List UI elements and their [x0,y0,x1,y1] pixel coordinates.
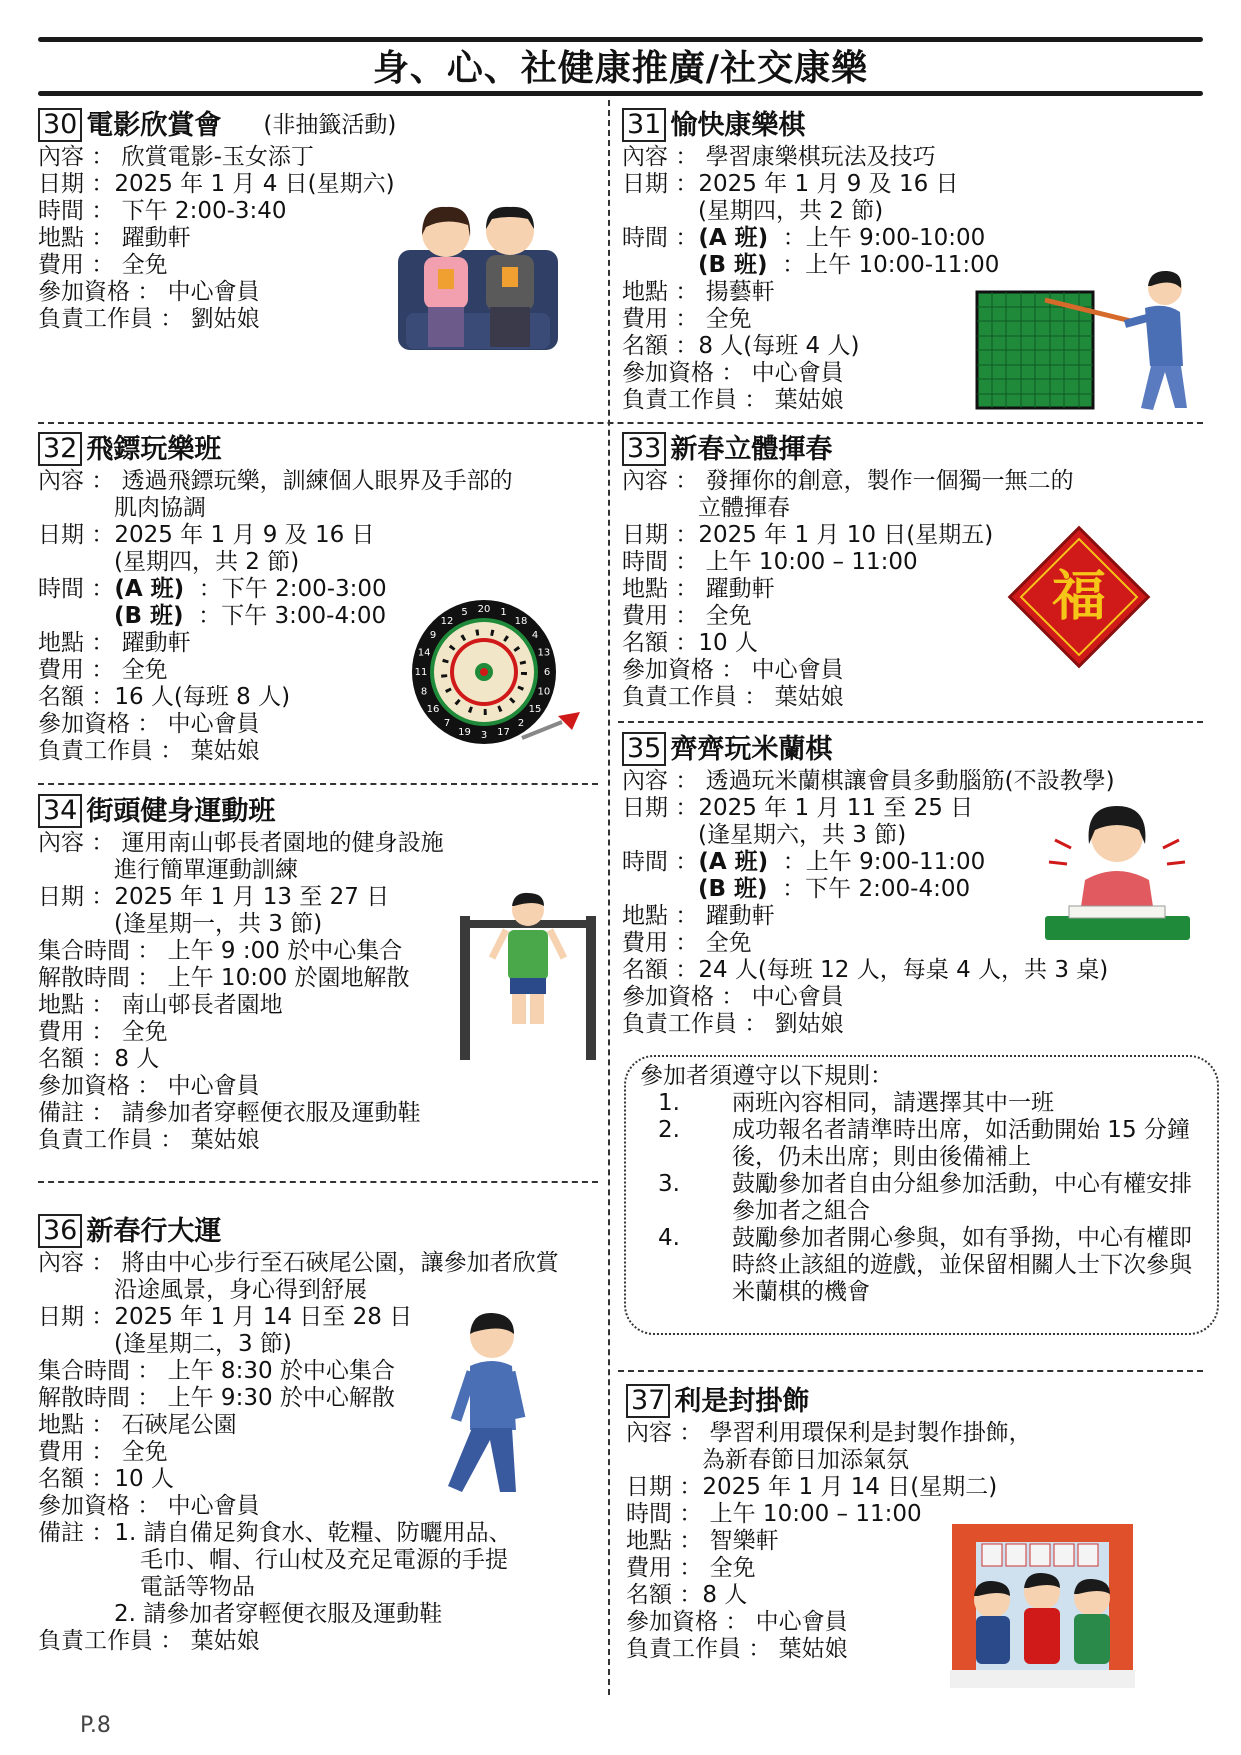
value: 上午 10:00 – 11:00 [709,1501,922,1527]
activity-name: 利是封掛飾 [674,1385,810,1417]
label: 日期 ： [622,522,699,548]
rule-item: 1. 兩班內容相同，請選擇其中一班 [658,1090,1054,1116]
dart-number: 15 [528,704,542,715]
page-title: 身、心、社健康推廣/社交康樂 [372,48,869,89]
class-b: (B 班) [698,876,768,902]
label: 日期 ： [622,795,699,821]
dart-number: 8 [420,686,428,698]
activity-note: (非抽籤活動) [263,111,397,138]
label: 費用 ： [622,306,706,332]
label: 解散時間 ： [38,1385,168,1411]
value: 中心會員 [167,279,260,305]
class-a: (A 班) [698,849,769,875]
value: 10 人 [698,630,758,656]
value: 全免 [121,1019,168,1045]
label: 時間 ： [622,849,699,875]
class-b: (B 班) [698,252,768,278]
value: ：下午 3:00-4:00 [183,603,387,629]
label: 內容 ： [626,1420,710,1446]
class-a: (A 班) [698,225,769,251]
value: 葉姑娘 [774,684,844,710]
value: 上午 10:00 於園地解散 [167,965,410,991]
label: 負責工作員 ： [38,738,191,764]
label: 費用 ： [38,657,122,683]
dart-number: 14 [417,647,431,659]
activity-number: 33 [622,432,666,466]
value: 中心會員 [167,711,260,737]
label: 日期 ： [38,1304,115,1330]
label: 地點 ： [38,992,122,1018]
activity-number: 37 [626,1384,670,1418]
value: 2025 年 1 月 9 及 16 日 [698,171,959,197]
value-continued: (逢星期六，共 3 節) [698,822,907,848]
value-continued: 電話等物品 [140,1574,255,1600]
dart-number: 17 [497,726,510,738]
label: 名額 ： [622,630,699,656]
dart-number: 11 [414,667,428,678]
label: 名額 ： [38,1466,115,1492]
label: 內容 ： [622,468,706,494]
rule-item: 3. 鼓勵參加者自由分組參加活動，中心有權安排參加者之組合 [658,1171,1192,1224]
value: 透過飛鏢玩樂，訓練個人眼界及手部的 [121,468,513,494]
label: 地點 ： [622,903,706,929]
value: 全免 [709,1555,756,1581]
row-divider-left-2 [38,783,598,785]
label: 時間 ： [38,198,122,224]
value: 8 人(每班 4 人) [698,333,860,359]
value: 上午 9:30 於中心解散 [167,1385,395,1411]
label: 名額 ： [38,1046,115,1072]
activity-name: 新春立體揮春 [670,433,833,465]
value: 下午 2:00-3:40 [121,198,287,224]
value: 2025 年 1 月 4 日(星期六) [114,171,395,197]
value: 揚藝軒 [705,279,775,305]
value: 葉姑娘 [190,1628,260,1654]
value-continued: 毛巾、帽、行山杖及充足電源的手提 [140,1547,508,1573]
value: 2025 年 1 月 14 日(星期二) [702,1474,998,1500]
value: 學習利用環保利是封製作掛飾， [709,1420,1032,1446]
label: 日期 ： [622,171,699,197]
value: ：上午 10:00-11:00 [767,252,1000,278]
value: 全免 [121,252,168,278]
value-continued: 進行簡單運動訓練 [114,857,298,883]
value-continued: (逢星期一，共 3 節) [114,911,323,937]
activity-number: 36 [38,1214,82,1248]
label: 參加資格 ： [622,984,752,1010]
label: 費用 ： [626,1555,710,1581]
label: 時間 ： [626,1501,710,1527]
activity-number: 34 [38,794,82,828]
label: 地點 ： [38,225,122,251]
label: 內容 ： [622,144,706,170]
label: 日期 ： [38,522,115,548]
label: 解散時間 ： [38,965,168,991]
value-continued: 為新春節日加添氣氛 [702,1447,909,1473]
label: 日期 ： [38,884,115,910]
value-continued: (逢星期二，3 節) [114,1331,292,1357]
value-continued: (星期四，共 2 節) [698,198,884,224]
value-continued: 立體揮春 [698,495,790,521]
label: 日期 ： [626,1474,703,1500]
rules-box [624,1055,1219,1335]
label: 負責工作員 ： [622,387,775,413]
label: 內容 ： [38,830,122,856]
walking-man-illustration [440,1310,540,1500]
label: 負責工作員 ： [622,1011,775,1037]
fu-diamond-poster-illustration [1000,518,1158,676]
value: 躍動軒 [705,576,775,602]
value: 中心會員 [751,984,844,1010]
row-divider-1 [38,422,1203,424]
label: 參加資格 ： [38,279,168,305]
label: 備註 ： [38,1520,115,1546]
dart-number: 16 [426,704,440,715]
activity-number: 35 [622,732,666,766]
value: 全免 [705,603,752,629]
column-divider [608,100,610,1695]
value: 運用南山邨長者園地的健身設施 [121,830,444,856]
activity-name: 愉快康樂棋 [670,109,806,141]
label: 地點 ： [622,279,706,305]
activity-number: 31 [622,108,666,142]
value: 葉姑娘 [778,1636,848,1662]
value: 全免 [705,930,752,956]
value: 8 人 [114,1046,160,1072]
dart-number: 18 [514,616,528,627]
label: 參加資格 ： [38,1073,168,1099]
label: 地點 ： [38,1412,122,1438]
label: 時間 ： [622,225,699,251]
label: 集合時間 ： [38,938,168,964]
activity-name: 飛鏢玩樂班 [86,433,222,465]
value: 中心會員 [751,360,844,386]
value: 石硤尾公園 [121,1412,237,1438]
label: 費用 ： [38,1019,122,1045]
label: 地點 ： [622,576,706,602]
value: 2025 年 1 月 14 日至 28 日 [114,1304,413,1330]
value: 劉姑娘 [774,1011,844,1037]
label: 地點 ： [626,1528,710,1554]
value: 躍動軒 [121,630,191,656]
label: 參加資格 ： [622,657,752,683]
value: 請參加者穿輕便衣服及運動鞋 [121,1100,421,1126]
dartboard-illustration [412,596,582,756]
value: ：上午 9:00-10:00 [768,225,986,251]
label: 費用 ： [622,603,706,629]
row-divider-right-3 [618,1370,1203,1372]
value: 24 人(每班 12 人，每桌 4 人，共 3 桌) [698,957,1109,983]
value-continued: 沿途風景，身心得到舒展 [114,1277,367,1303]
value: ：下午 2:00-3:00 [184,576,387,602]
top-rule-bottom [38,91,1203,96]
label: 日期 ： [38,171,115,197]
label: 備註 ： [38,1100,122,1126]
value: 葉姑娘 [190,1127,260,1153]
value: 上午 9 :00 於中心集合 [167,938,403,964]
value: 1. 請自備足夠食水、乾糧、防曬用品、 [114,1520,512,1546]
dart-number: 9 [429,630,437,641]
value: 8 人 [702,1582,748,1608]
activity-name: 齊齊玩米蘭棋 [670,733,833,765]
value: 2. 請參加者穿輕便衣服及運動鞋 [114,1601,443,1627]
label: 費用 ： [38,1439,122,1465]
rule-item: 4. 鼓勵參加者開心參與，如有爭拗，中心有權即時終止該組的遊戲，並保留相關人士下次參與米蘭棋的機會 [658,1225,1192,1305]
value: 上午 8:30 於中心集合 [167,1358,395,1384]
label: 名額 ： [622,333,699,359]
dart-number: 3 [480,730,488,741]
activity-number: 32 [38,432,82,466]
value: 躍動軒 [705,903,775,929]
dart-number: 6 [543,667,551,678]
value: 南山邨長者園地 [121,992,283,1018]
dart-number: 13 [537,647,551,659]
activity-name: 街頭健身運動班 [86,795,276,827]
value: 中心會員 [755,1609,848,1635]
carrom-board-illustration [975,268,1200,418]
label: 費用 ： [38,252,122,278]
dart-number: 19 [458,726,471,738]
label: 內容 ： [38,1250,122,1276]
rules-heading: 參加者須遵守以下規則： [640,1063,893,1089]
label: 參加資格 ： [38,711,168,737]
label: 地點 ： [38,630,122,656]
value: 將由中心步行至石硤尾公園，讓參加者欣賞 [121,1250,559,1276]
label: 時間 ： [38,576,115,602]
value: 全免 [705,306,752,332]
label: 內容 ： [38,468,122,494]
label: 名額 ： [626,1582,703,1608]
value: 劉姑娘 [190,306,260,332]
class-a: (A 班) [114,576,185,602]
value: ：下午 2:00-4:00 [767,876,971,902]
value: 葉姑娘 [190,738,260,764]
dart-number: 5 [461,607,468,619]
label: 時間 ： [622,549,706,575]
page-number: P.8 [80,1713,111,1738]
kids-red-door-illustration [950,1520,1135,1690]
value: 中心會員 [751,657,844,683]
dart-number: 2 [517,718,525,729]
value: 10 人 [114,1466,174,1492]
dart-number: 12 [440,616,454,627]
fu-character: 福 [1052,564,1106,628]
rule-item: 2. 成功報名者請準時出席，如活動開始 15 分鐘後，仍未出席；則由後備補上 [658,1117,1190,1170]
class-b: (B 班) [114,603,184,629]
activity-name: 電影欣賞會 [86,109,222,141]
value: ：上午 9:00-11:00 [768,849,986,875]
activity-name: 新春行大運 [86,1215,222,1247]
value: 2025 年 1 月 13 至 27 日 [114,884,390,910]
value: 發揮你的創意，製作一個獨一無二的 [705,468,1074,494]
dart-number: 10 [537,686,551,698]
value: 2025 年 1 月 9 及 16 日 [114,522,375,548]
value: 中心會員 [167,1493,260,1519]
label: 名額 ： [38,684,115,710]
value: 16 人(每班 8 人) [114,684,291,710]
value-continued: (星期四，共 2 節) [114,549,300,575]
value: 全免 [121,657,168,683]
value-continued: 肌肉協調 [114,495,206,521]
row-divider-right-2 [618,721,1203,723]
value: 欣賞電影-玉女添丁 [121,144,314,170]
value: 學習康樂棋玩法及技巧 [705,144,936,170]
label: 負責工作員 ： [38,1628,191,1654]
pull-up-bar-illustration [458,890,598,1060]
dart-number: 4 [531,630,539,641]
label: 負責工作員 ： [626,1636,779,1662]
label: 名額 ： [622,957,699,983]
dart-number: 7 [443,718,451,729]
label: 參加資格 ： [622,360,752,386]
dart-number: 20 [477,604,491,615]
dart-number: 1 [500,607,507,619]
couple-watching-movie-illustration [398,195,558,355]
label: 費用 ： [622,930,706,956]
value: 全免 [121,1439,168,1465]
label: 集合時間 ： [38,1358,168,1384]
label: 負責工作員 ： [622,684,775,710]
value: 上午 10:00 – 11:00 [705,549,918,575]
mahjong-player-illustration [1035,800,1200,942]
label: 參加資格 ： [626,1609,756,1635]
value: 2025 年 1 月 10 日(星期五) [698,522,994,548]
value: 2025 年 1 月 11 至 25 日 [698,795,974,821]
label: 內容 ： [38,144,122,170]
activity-number: 30 [38,108,82,142]
value: 葉姑娘 [774,387,844,413]
label: 負責工作員 ： [38,1127,191,1153]
value: 躍動軒 [121,225,191,251]
value: 中心會員 [167,1073,260,1099]
value: 透過玩米蘭棋讓會員多動腦筋(不設教學) [705,768,1115,794]
row-divider-left-3 [38,1181,598,1183]
label: 負責工作員 ： [38,306,191,332]
label: 內容 ： [622,768,706,794]
label: 參加資格 ： [38,1493,168,1519]
value: 智樂軒 [709,1528,779,1554]
